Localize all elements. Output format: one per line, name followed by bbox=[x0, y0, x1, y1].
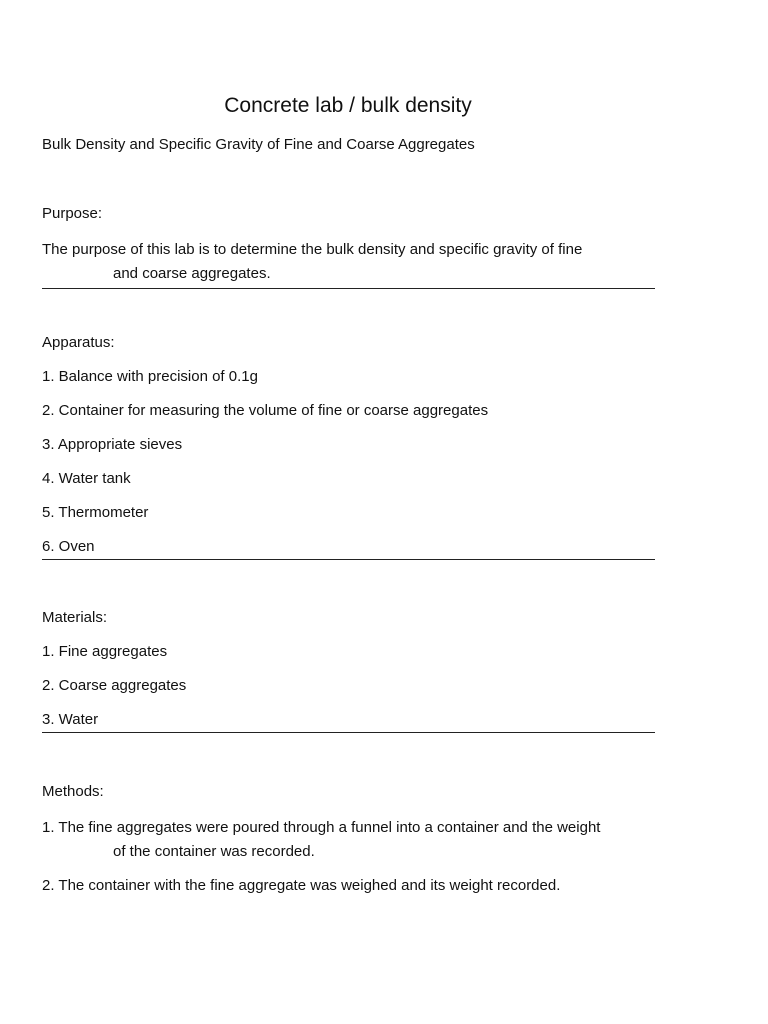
method-step-line1: 1. The fine aggregates were poured through a funnel into a container and the weight bbox=[42, 819, 601, 836]
list-item: 3. Water bbox=[42, 711, 99, 728]
apparatus-section bbox=[42, 333, 655, 560]
methods-heading: Methods: bbox=[42, 783, 104, 800]
purpose-section bbox=[42, 204, 655, 289]
materials-heading: Materials: bbox=[42, 609, 108, 626]
purpose-text bbox=[42, 238, 655, 286]
section-divider bbox=[42, 288, 655, 289]
section-divider bbox=[42, 732, 655, 733]
list-item: 3. Appropriate sieves bbox=[42, 436, 183, 453]
purpose-text-line2: and coarse aggregates. bbox=[113, 265, 271, 282]
method-step-line1: 2. The container with the fine aggregate was weighed and its weight recorded. bbox=[42, 877, 561, 894]
list-item: 4. Water tank bbox=[42, 470, 131, 487]
materials-section bbox=[42, 608, 655, 733]
method-step-line2: of the container was recorded. bbox=[113, 843, 315, 860]
document-subtitle: Bulk Density and Specific Gravity of Fine and Coarse Aggregates bbox=[42, 136, 475, 153]
list-item: 6. Oven bbox=[42, 538, 95, 555]
purpose-text-line1: The purpose of this lab is to determine the bulk density and specific gravity of fine bbox=[42, 241, 583, 258]
methods-section bbox=[42, 782, 655, 908]
method-step bbox=[42, 816, 655, 864]
document-title: Concrete lab / bulk density bbox=[224, 94, 472, 117]
apparatus-list bbox=[42, 367, 655, 557]
list-item: 2. Container for measuring the volume of fine or coarse aggregates bbox=[42, 402, 489, 419]
list-item: 1. Balance with precision of 0.1g bbox=[42, 368, 258, 385]
list-item: 2. Coarse aggregates bbox=[42, 677, 187, 694]
apparatus-heading: Apparatus: bbox=[42, 334, 115, 351]
list-item: 5. Thermometer bbox=[42, 504, 149, 521]
materials-list bbox=[42, 642, 655, 730]
section-divider bbox=[42, 559, 655, 560]
method-step bbox=[42, 874, 655, 898]
list-item: 1. Fine aggregates bbox=[42, 643, 168, 660]
purpose-heading: Purpose: bbox=[42, 205, 103, 222]
